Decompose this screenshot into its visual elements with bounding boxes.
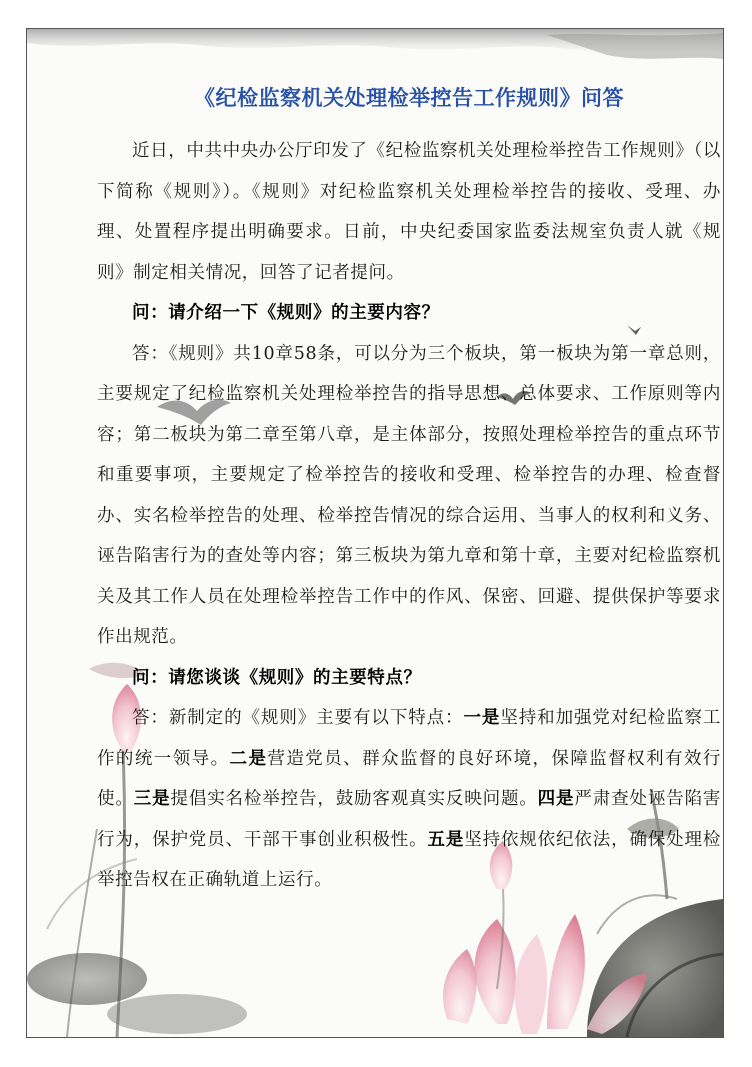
point-3-label: 三是 — [133, 789, 171, 809]
point-4-text: 严肃查处诬告陷害行为，保护党员、干部干事创业积极性。 — [97, 789, 722, 850]
document-page — [26, 28, 724, 1038]
point-4-label: 四是 — [537, 789, 575, 809]
intro-paragraph: 近日，中共中央办公厅印发了《纪检监察机关处理检举控告工作规则》（以下简称《规则》）。《规则》对纪检监察机关处理检举控告的接收、受理、办理、处置程序提出明确要求。日前，中央纪委国家监委法规室负责人就《规则》制定相关情况，回答了记者提问。 — [97, 141, 721, 283]
document-title: 《纪检监察机关处理检举控告工作规则》问答 — [194, 86, 624, 110]
answer-2-intro: 答：新制定的《规则》主要有以下特点： — [132, 708, 464, 728]
answer-1: 答：《规则》共10章58条，可以分为三个板块，第一板块为第一章总则，主要规定了纪检监察机关处理检举控告的指导思想、总体要求、工作原则等内容；第二板块为第二章至第八章，是主体部分，按照处理检举控告的重点环节和重要事项，主要规定了检举控告的接收和受理、检举控告的办理、检查督办、实名检举控告的处理、检举控告情况的综合运用、当事人的权利和义务、诬告陷害行为的查处等内容；第三板块为第九章和第十章，主要对纪检监察机关及其工作人员在处理检举控告工作中的作风、保密、回避、提供保护等要求作出规范。 — [97, 343, 721, 647]
point-2-text: 营造党员、群众监督的良好环境，保障监督权利有效行使。 — [97, 748, 722, 809]
point-2-label: 二是 — [229, 748, 268, 769]
answer-2 — [97, 698, 721, 901]
point-5-text: 坚持依规依纪依法，确保处理检举控告权在正确轨道上运行。 — [97, 829, 721, 890]
lotus-leaf-left — [27, 953, 147, 1005]
point-1-text: 坚持和加强党对纪检监察工作的统一领导。 — [97, 708, 721, 769]
document-body — [97, 81, 721, 901]
point-1-label: 一是 — [463, 708, 501, 728]
question-2: 问：请您谈谈《规则》的主要特点？ — [132, 667, 422, 688]
point-5-label: 五是 — [427, 829, 465, 850]
point-3-text: 提倡实名检举控告，鼓励客观真实反映问题。 — [170, 789, 538, 809]
question-1: 问：请介绍一下《规则》的主要内容？ — [132, 303, 440, 323]
